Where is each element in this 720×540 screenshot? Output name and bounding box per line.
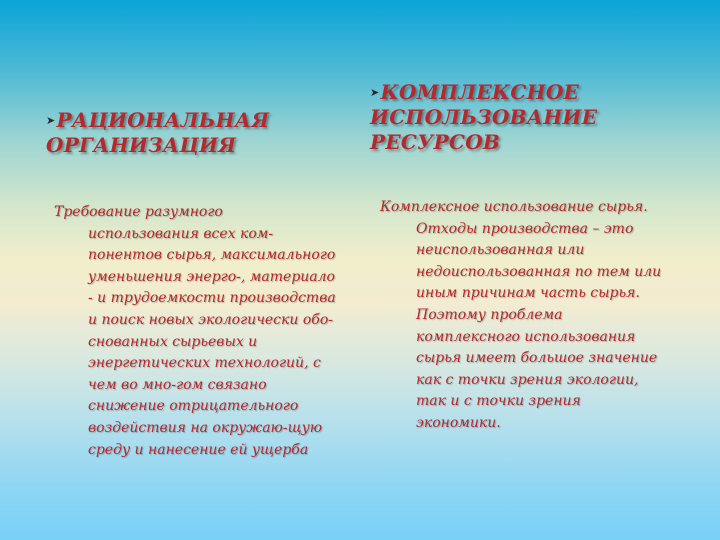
left-body-line: понентов сырья, максимального	[88, 247, 336, 264]
right-body-line: так и с точки зрения	[416, 393, 581, 410]
left-heading-line-2: ОРГАНИЗАЦИЯ	[46, 133, 237, 157]
left-body-line: использования всех ком-	[88, 225, 274, 242]
right-heading	[370, 80, 710, 155]
right-body-line: Отходы производства – это	[416, 220, 634, 237]
left-body-line: и поиск новых экологически обо-	[88, 311, 333, 328]
right-body-line: неиспользованная или	[416, 242, 585, 259]
left-heading-line-1: РАЦИОНАЛЬНАЯ	[56, 108, 270, 132]
left-body-text	[54, 202, 356, 461]
arrowhead-bullet-icon: ➤	[46, 114, 56, 127]
left-body-line: - и трудоемкости производства	[88, 290, 336, 307]
left-body-line: снижение отрицательного	[88, 398, 299, 415]
left-body-first-line: Требование разумного	[54, 204, 223, 220]
left-body-line: среду и нанесение ей ущерба	[88, 441, 309, 458]
right-body-line: Поэтому проблема	[416, 306, 563, 323]
right-heading-line-3: РЕСУРСОВ	[370, 130, 501, 154]
arrowhead-bullet-icon: ➤	[370, 86, 380, 99]
left-body-line: снованных сырьевых и	[88, 333, 258, 350]
left-body-line: энергетических технологий, с	[88, 355, 321, 372]
left-column	[46, 108, 356, 461]
left-body-line: уменьшения энерго-, материало	[88, 268, 335, 285]
right-heading-line-2: ИСПОЛЬЗОВАНИЕ	[370, 105, 598, 129]
right-body-line: комплексного использования	[416, 328, 636, 345]
left-body-line: воздействия на окружаю-щую	[88, 419, 323, 436]
right-body-line: как с точки зрения экологии,	[416, 371, 639, 388]
right-body-line: иным причинам часть сырья.	[416, 285, 640, 302]
left-body-line: чем во мно-гом связано	[88, 376, 267, 393]
right-heading-line-1: КОМПЛЕКСНОЕ	[380, 80, 580, 104]
right-body-line: недоиспользованная по тем или	[416, 263, 662, 280]
right-body-first-line: Комплексное использование сырья.	[380, 199, 648, 215]
right-body-line: сырья имеет большое значение	[416, 350, 658, 367]
right-body-line: экономики.	[416, 414, 501, 431]
left-heading	[46, 108, 356, 158]
right-column	[370, 80, 710, 435]
right-body-text	[380, 197, 710, 435]
